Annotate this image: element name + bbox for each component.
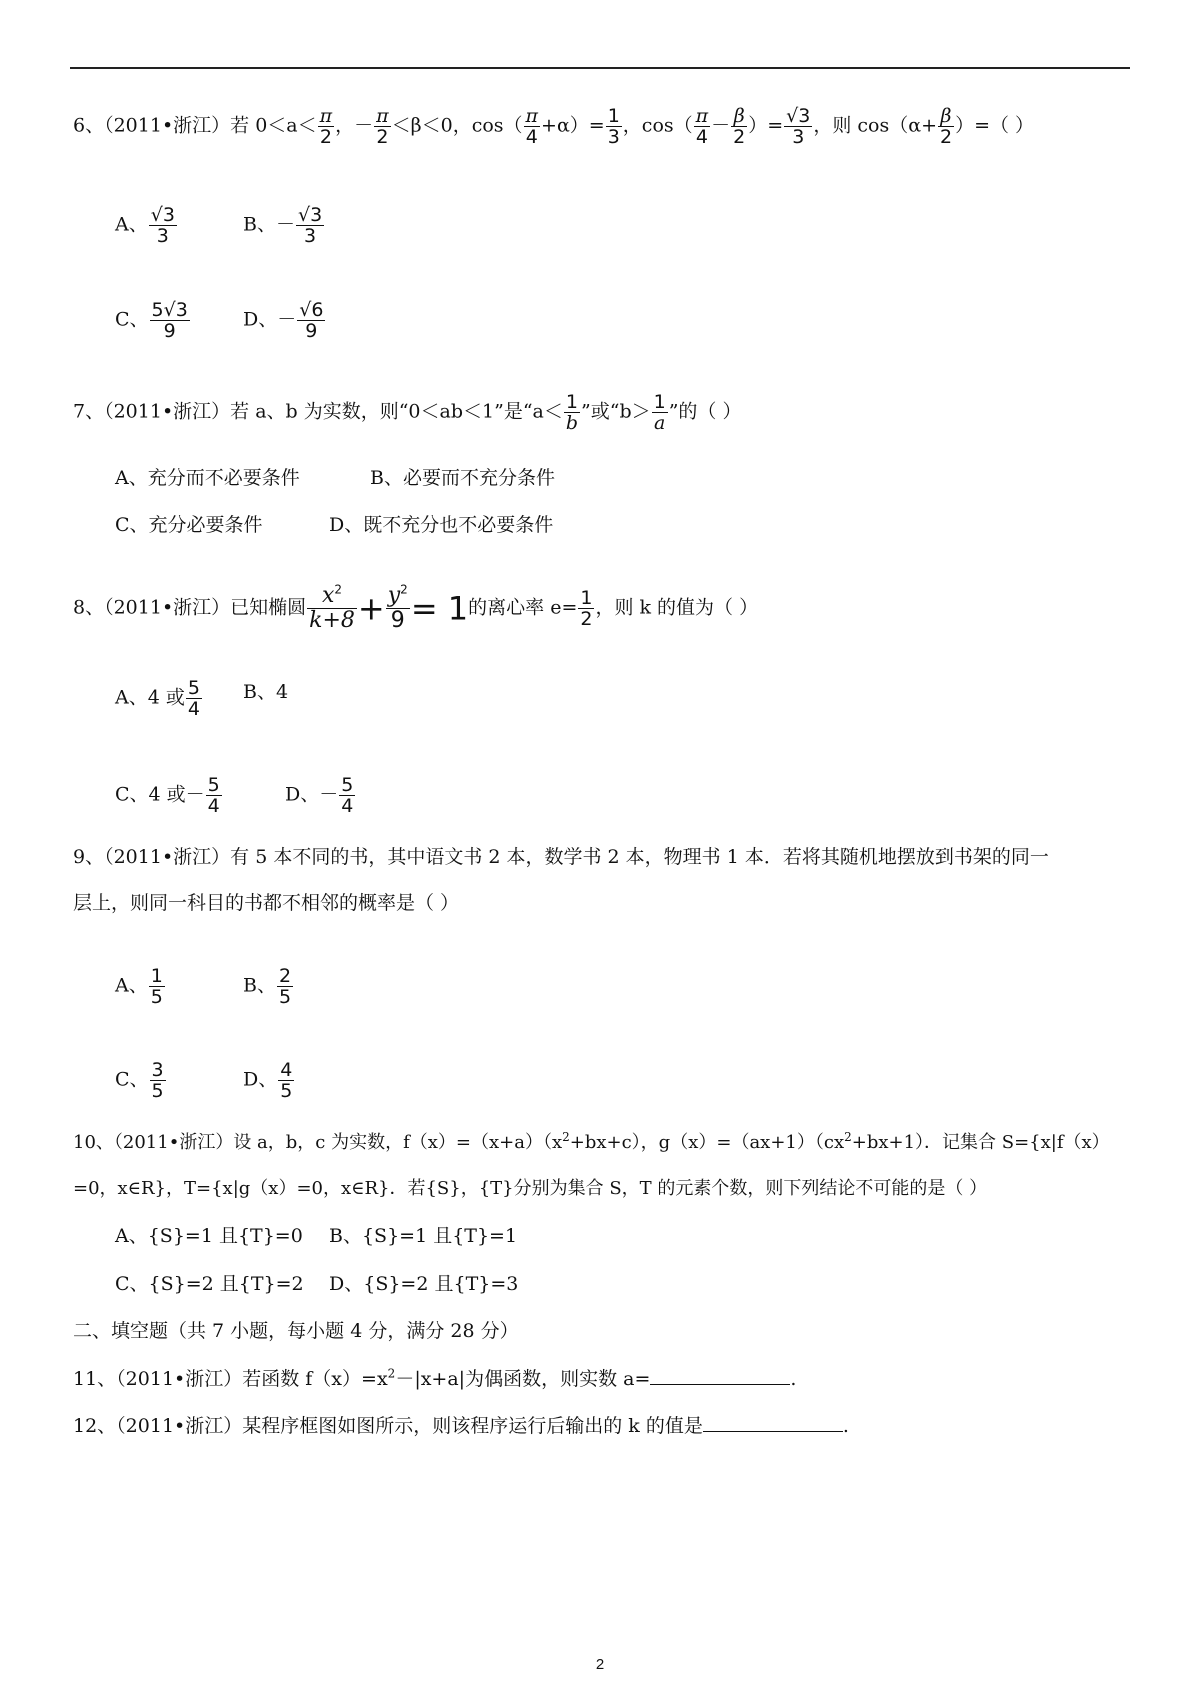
q10-option-d: D、{S}=2 且{T}=3 (329, 1273, 519, 1295)
q8-option-a: A、4 或 $\frac{5}{4}$ (115, 677, 200, 720)
q9-option-a: A、 $\frac{1}{5}$ (115, 965, 163, 1008)
q9-option-d: D、 $\frac{4}{5}$ (243, 1059, 293, 1102)
question-8-stem: 8、（2011•浙江）已知椭圆 $\frac{x^2}{k+8}$ + $\frac{y^2}{9}$ = 1的离心率 e= $\frac{1}{2}$ ，则 k 的值为（ ） (73, 582, 759, 633)
q8-option-d: D、－ $\frac{5}{4}$ (285, 774, 354, 817)
question-10-line-1: 10、（2011•浙江）设 a，b，c 为实数，$f(x)=(x+a)(x^2+bx+c)$，$g(x)=(ax+1)(cx^2+bx+1)$．记集合 S={x|f（x） (73, 1130, 1110, 1153)
answer-blank-12[interactable] (703, 1411, 843, 1432)
header-rule (70, 67, 1130, 69)
section-2-heading: 二、填空题（共 7 小题，每小题 4 分，满分 28 分） (73, 1320, 519, 1342)
q6-option-d: D、－ $\frac{√6}{9}$ (243, 299, 324, 342)
question-9-line-1: 9、（2011•浙江）有 5 本不同的书，其中语文书 2 本，数学书 2 本，物理书 1 本．若将其随机地摆放到书架的同一 (73, 846, 1049, 868)
q9-option-b: B、 $\frac{2}{5}$ (243, 965, 292, 1008)
q6-option-a: A、 $\frac{√3}{3}$ (115, 204, 175, 247)
q7-option-d: D、既不充分也不必要条件 (329, 514, 554, 536)
q10-option-a: A、{S}=1 且{T}=0 (115, 1225, 303, 1247)
q9-option-c: C、 $\frac{3}{5}$ (115, 1059, 164, 1102)
page-number: 2 (595, 1656, 605, 1673)
question-12: 12、（2011•浙江）某程序框图如图所示，则该程序运行后输出的 k 的值是 . (73, 1411, 849, 1440)
answer-blank-11[interactable] (650, 1364, 790, 1385)
q8-option-c: C、4 或－ $\frac{5}{4}$ (115, 774, 220, 817)
q6-option-c: C、 $\frac{5√3}{9}$ (115, 299, 188, 342)
question-10-line-2: =0，x∈R}，T={x|g（x）=0，x∈R}．若{S}，{T}分别为集合 S，T 的元素个数，则下列结论不可能的是（ ） (73, 1178, 988, 1199)
question-9-line-2: 层上，则同一科目的书都不相邻的概率是（ ） (73, 892, 460, 914)
q7-option-c: C、充分必要条件 (115, 514, 263, 536)
q6-option-b: B、－ $\frac{√3}{3}$ (243, 204, 323, 247)
question-6-stem: 6、（2011•浙江）若 0＜a＜ $\frac{\pi}{2}$ ，－ $\frac{\pi}{2}$ ＜β＜0，cos（ $\frac{\pi}{4}$ +α）= $\frac{1}{3}$ ，cos（ $\frac{\pi}{4}$ － $\frac{\beta}{2}$ ）= $\frac{√3}{3}$ ，则 cos（α+ $\frac{\beta}{2}$ ）=（ ） (73, 105, 1035, 148)
q8-option-b: B、4 (243, 681, 289, 703)
question-11: 11、（2011•浙江）若函数 $f(x)=x^2-|x+a|$为偶函数，则实数 a= . (73, 1364, 796, 1393)
q7-option-a: A、充分而不必要条件 (115, 467, 300, 489)
q10-option-b: B、{S}=1 且{T}=1 (329, 1225, 518, 1247)
question-7-stem: 7、（2011•浙江）若 a、b 为实数，则“0＜ab＜1”是“a＜ $\frac{1}{b}$ ”或“b＞ $\frac{1}{a}$ ”的（ ） (73, 391, 742, 434)
q7-option-b: B、必要而不充分条件 (370, 467, 555, 489)
q10-option-c: C、{S}=2 且{T}=2 (115, 1273, 304, 1295)
